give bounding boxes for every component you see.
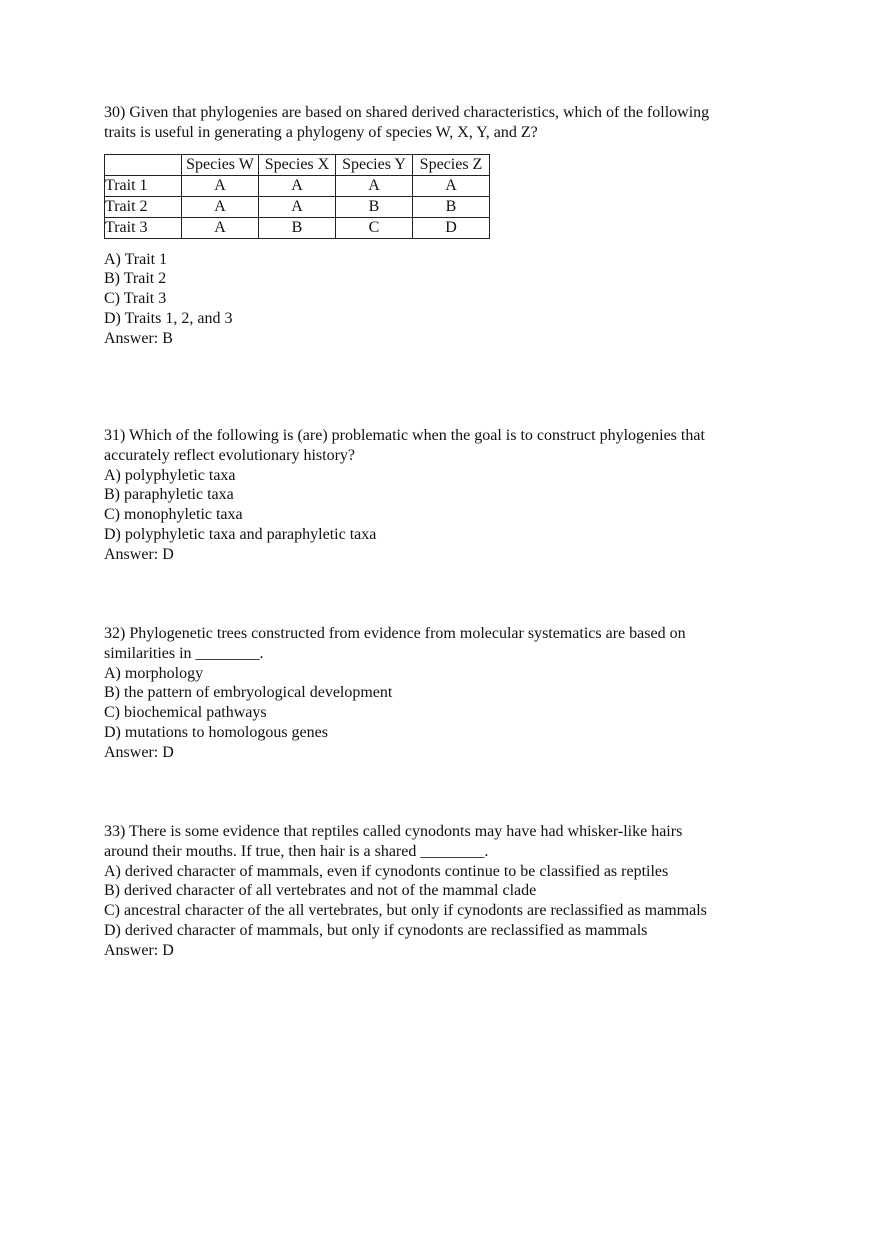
- option: C) monophyletic taxa: [104, 506, 243, 524]
- table-cell: Trait 2: [105, 196, 182, 217]
- table-cell: B: [413, 196, 490, 217]
- table-cell: D: [413, 217, 490, 238]
- traits-table: [104, 154, 490, 239]
- question-31: [104, 426, 804, 565]
- question-33: [104, 822, 804, 961]
- question-32: [104, 624, 804, 763]
- option: D) Traits 1, 2, and 3: [104, 309, 233, 327]
- option: C) ancestral character of the all vertebrates, but only if cynodonts are reclassified as mammals: [104, 902, 707, 920]
- table-header: Species Z: [413, 154, 490, 175]
- answer: Answer: D: [104, 941, 174, 959]
- question-stem: 33) There is some evidence that reptiles called cynodonts may have had whisker-like hairs: [104, 823, 683, 840]
- table-row: [105, 196, 490, 217]
- option: D) mutations to homologous genes: [104, 723, 328, 741]
- table-cell: C: [336, 217, 413, 238]
- answer: Answer: D: [104, 743, 174, 761]
- question-stem: similarities in ________.: [104, 644, 264, 662]
- table-header: Species X: [259, 154, 336, 175]
- question-stem: 32) Phylogenetic trees constructed from evidence from molecular systematics are based on: [104, 625, 686, 642]
- table-cell: A: [182, 196, 259, 217]
- option: D) derived character of mammals, but only if cynodonts are reclassified as mammals: [104, 921, 648, 939]
- question-stem: around their mouths. If true, then hair is a shared ________.: [104, 842, 489, 860]
- option: C) Trait 3: [104, 290, 167, 308]
- table-cell: Trait 3: [105, 217, 182, 238]
- option: A) morphology: [104, 664, 204, 682]
- answer: Answer: B: [104, 329, 173, 347]
- table-cell: A: [413, 175, 490, 196]
- option: B) derived character of all vertebrates and not of the mammal clade: [104, 882, 537, 900]
- question-stem: 31) Which of the following is (are) problematic when the goal is to construct phylogenies that: [104, 427, 705, 444]
- table-cell: B: [336, 196, 413, 217]
- table-cell: B: [259, 217, 336, 238]
- table-cell: A: [182, 175, 259, 196]
- table-cell: A: [259, 175, 336, 196]
- option: B) paraphyletic taxa: [104, 486, 234, 504]
- question-30: [104, 103, 804, 349]
- table-cell: A: [336, 175, 413, 196]
- table-cell: A: [259, 196, 336, 217]
- option: B) Trait 2: [104, 270, 167, 288]
- question-stem: 30) Given that phylogenies are based on shared derived characteristics, which of the following: [104, 104, 710, 121]
- question-stem: traits is useful in generating a phylogeny of species W, X, Y, and Z?: [104, 123, 538, 141]
- table-cell: A: [182, 217, 259, 238]
- table-header: Species Y: [336, 154, 413, 175]
- option: A) Trait 1: [104, 250, 168, 268]
- option: D) polyphyletic taxa and paraphyletic taxa: [104, 525, 377, 543]
- option: A) derived character of mammals, even if cynodonts continue to be classified as reptiles: [104, 862, 669, 880]
- table-row: [105, 217, 490, 238]
- answer: Answer: D: [104, 545, 174, 563]
- question-stem: accurately reflect evolutionary history?: [104, 446, 355, 464]
- table-header-row: [105, 154, 490, 175]
- table-cell: Trait 1: [105, 175, 182, 196]
- option: B) the pattern of embryological development: [104, 684, 393, 702]
- table-row: [105, 175, 490, 196]
- table-header: Species W: [182, 154, 259, 175]
- table-header: [105, 154, 182, 175]
- option: C) biochemical pathways: [104, 704, 267, 722]
- option: A) polyphyletic taxa: [104, 466, 236, 484]
